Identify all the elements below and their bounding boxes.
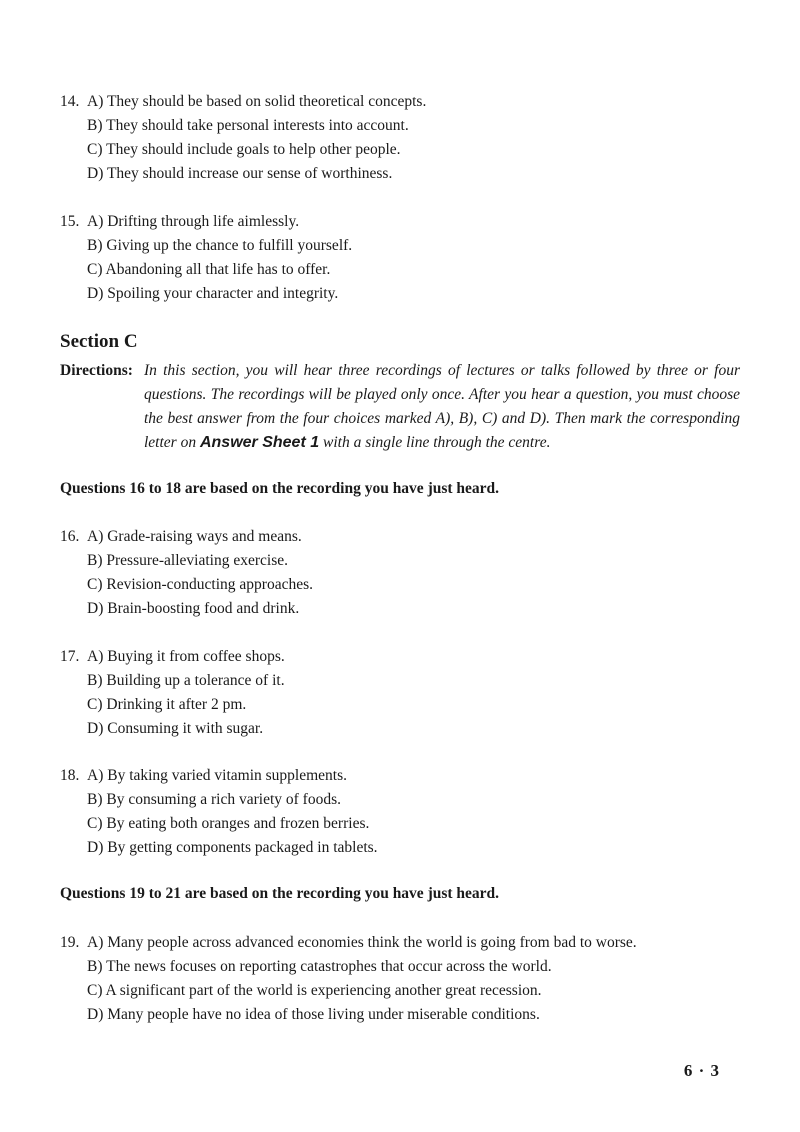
directions	[60, 359, 740, 455]
directions-label: Directions:	[60, 362, 133, 379]
question-18-option-c[interactable]: C) By eating both oranges and frozen berries.	[87, 815, 370, 832]
question-14-option-a[interactable]: 14. A) They should be based on solid theoretical concepts.	[60, 90, 760, 114]
question-number: 15.	[60, 213, 80, 230]
question-17-option-b[interactable]: B) Building up a tolerance of it.	[87, 672, 285, 689]
question-number: 19.	[60, 934, 80, 951]
question-14	[60, 90, 760, 186]
question-16-option-b[interactable]: B) Pressure-alleviating exercise.	[87, 552, 288, 569]
question-15	[60, 210, 760, 306]
section-title: Section C	[60, 331, 138, 352]
question-16-option-d[interactable]: D) Brain-boosting food and drink.	[87, 600, 300, 617]
question-16	[60, 525, 760, 621]
question-18-option-d[interactable]: D) By getting components packaged in tablets.	[87, 839, 378, 856]
question-17-option-a[interactable]: 17. A) Buying it from coffee shops.	[60, 645, 760, 669]
question-number: 16.	[60, 528, 80, 545]
question-19-option-b[interactable]: B) The news focuses on reporting catastrophes that occur across the world.	[87, 958, 552, 975]
question-17	[60, 645, 760, 741]
question-15-option-c[interactable]: C) Abandoning all that life has to offer.	[87, 261, 331, 278]
question-19	[60, 931, 760, 1027]
question-18	[60, 764, 760, 860]
directions-text: In this section, you will hear three recordings of lectures or talks followed by three or four questions. The recordings will be played only once. After you hear a question, you must choose the best answer from the four choices marked A), B), C) and D). Then mark the corresponding letter on Answer Sheet 1 with a single line through the centre.	[144, 362, 740, 451]
question-group-heading: Questions 19 to 21 are based on the recording you have just heard.	[60, 885, 500, 902]
question-14-option-c[interactable]: C) They should include goals to help other people.	[87, 141, 401, 158]
answer-sheet-reference: Answer Sheet 1	[199, 434, 320, 451]
question-16-option-c[interactable]: C) Revision-conducting approaches.	[87, 576, 313, 593]
question-18-option-a[interactable]: 18. A) By taking varied vitamin supplements.	[60, 764, 760, 788]
question-19-option-c[interactable]: C) A significant part of the world is experiencing another great recession.	[87, 982, 542, 999]
page-number: 6 · 3	[683, 1061, 720, 1080]
question-19-option-d[interactable]: D) Many people have no idea of those living under miserable conditions.	[87, 1006, 540, 1023]
question-18-option-b[interactable]: B) By consuming a rich variety of foods.	[87, 791, 341, 808]
question-17-option-d[interactable]: D) Consuming it with sugar.	[87, 720, 264, 737]
question-14-option-b[interactable]: B) They should take personal interests into account.	[87, 117, 409, 134]
question-16-option-a[interactable]: 16. A) Grade-raising ways and means.	[60, 525, 760, 549]
question-14-option-d[interactable]: D) They should increase our sense of worthiness.	[87, 165, 393, 182]
question-17-option-c[interactable]: C) Drinking it after 2 pm.	[87, 696, 247, 713]
question-15-option-b[interactable]: B) Giving up the chance to fulfill yourself.	[87, 237, 353, 254]
question-15-option-a[interactable]: 15. A) Drifting through life aimlessly.	[60, 210, 760, 234]
question-group-heading: Questions 16 to 18 are based on the recording you have just heard.	[60, 480, 500, 497]
question-number: 14.	[60, 93, 80, 110]
question-19-option-a[interactable]: 19. A) Many people across advanced economies think the world is going from bad to worse.	[60, 931, 760, 955]
question-number: 18.	[60, 767, 80, 784]
question-15-option-d[interactable]: D) Spoiling your character and integrity.	[87, 285, 339, 302]
question-number: 17.	[60, 648, 80, 665]
